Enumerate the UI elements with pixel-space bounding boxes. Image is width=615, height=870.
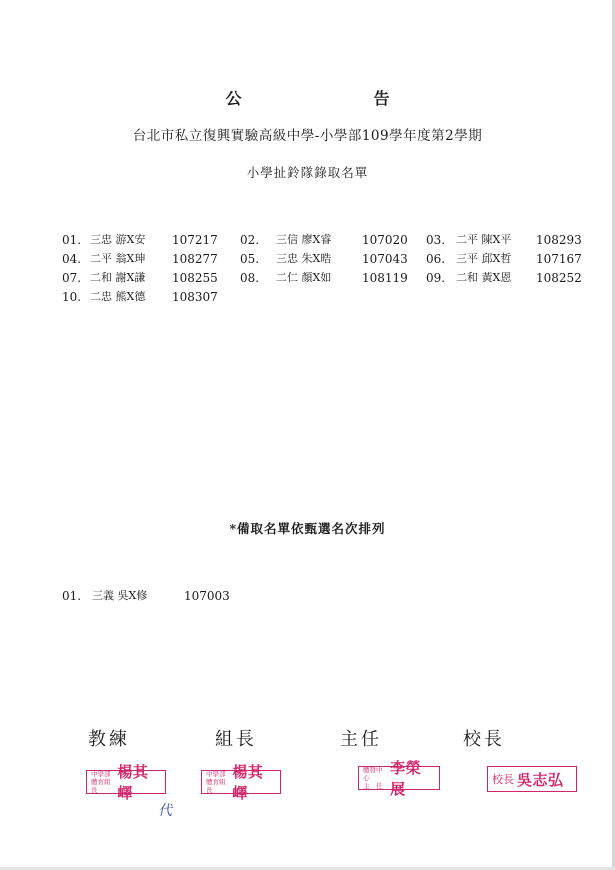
admission-list bbox=[0, 0, 615, 320]
entry-number: 04. bbox=[62, 252, 82, 266]
entry-number: 07. bbox=[62, 271, 82, 285]
waitlist-entry bbox=[62, 588, 302, 604]
stamp-title-line: 體發中心 bbox=[363, 766, 383, 782]
entry-student-id: 108277 bbox=[172, 252, 218, 266]
entry-name: 二和 謝X謙 bbox=[90, 271, 146, 284]
entry-student-id: 107020 bbox=[362, 233, 408, 247]
entry-name: 二平 翁X珅 bbox=[90, 252, 146, 265]
entry-name: 二平 陳X平 bbox=[456, 233, 512, 246]
entry-student-id: 108307 bbox=[172, 290, 218, 304]
stamp-title-line: 主 任 bbox=[363, 782, 383, 790]
section-head-seal-stamp bbox=[201, 763, 281, 802]
entry-number: 10. bbox=[62, 290, 82, 304]
entry-name: 三忠 朱X晧 bbox=[276, 252, 332, 265]
entry-name: 三平 邱X哲 bbox=[456, 252, 512, 265]
entry-name: 三忠 游X安 bbox=[90, 233, 146, 246]
school-term-heading: 台北市私立復興實驗高級中學-小學部109學年度第2學期 bbox=[132, 128, 483, 144]
entry-name: 二忠 熊X德 bbox=[90, 290, 146, 303]
entry-name: 三信 廖X睿 bbox=[276, 233, 332, 246]
signature-label-section-head: 組長 bbox=[215, 729, 257, 750]
entry-student-id: 108252 bbox=[536, 271, 582, 285]
stamp-title-line: 體育組長 bbox=[91, 778, 111, 794]
director-seal-stamp bbox=[358, 759, 440, 798]
entry-student-id: 108293 bbox=[536, 233, 582, 247]
entry-name: 二和 黃X恩 bbox=[456, 271, 512, 284]
entry-student-id: 107003 bbox=[184, 589, 230, 603]
entry-student-id: 107043 bbox=[362, 252, 408, 266]
stamp-name: 李榮展 bbox=[390, 759, 422, 798]
entry-number: 09. bbox=[426, 271, 446, 285]
entry-number: 02. bbox=[240, 233, 260, 247]
stamp-title-line: 校長 bbox=[492, 773, 514, 786]
signature-label-director: 主任 bbox=[340, 729, 382, 750]
stamp-name: 吳志弘 bbox=[517, 770, 564, 789]
stamp-title-line: 體育組長 bbox=[206, 778, 226, 794]
stamp-name: 楊其嶧 bbox=[232, 763, 264, 802]
entry-number: 06. bbox=[426, 252, 446, 266]
principal-seal-stamp bbox=[487, 766, 577, 792]
stamp-title-line: 中學部 bbox=[91, 770, 111, 778]
entry-number: 08. bbox=[240, 271, 260, 285]
entry-number: 03. bbox=[426, 233, 446, 247]
signature-label-coach: 教練 bbox=[88, 729, 130, 750]
entry-name: 三義 吳X修 bbox=[92, 589, 148, 602]
entry-student-id: 108119 bbox=[362, 271, 408, 285]
stamp-title-line: 中學部 bbox=[206, 770, 226, 778]
stamp-name: 楊其嶧 bbox=[117, 763, 149, 802]
entry-student-id: 107167 bbox=[536, 252, 582, 266]
entry-student-id: 108255 bbox=[172, 271, 218, 285]
list-title: 小學扯鈴隊錄取名單 bbox=[246, 165, 369, 180]
handwritten-mark: 代 bbox=[158, 803, 172, 819]
entry-student-id: 107217 bbox=[172, 233, 218, 247]
page-title: 公 告 bbox=[225, 89, 448, 108]
waitlist-note: *備取名單依甄選名次排列 bbox=[229, 521, 386, 536]
entry-name: 二仁 顏X如 bbox=[276, 271, 332, 284]
entry-number: 05. bbox=[240, 252, 260, 266]
entry-number: 01. bbox=[62, 589, 82, 603]
entry-number: 01. bbox=[62, 233, 82, 247]
coach-seal-stamp bbox=[86, 763, 166, 802]
signature-label-principal: 校長 bbox=[463, 729, 505, 750]
